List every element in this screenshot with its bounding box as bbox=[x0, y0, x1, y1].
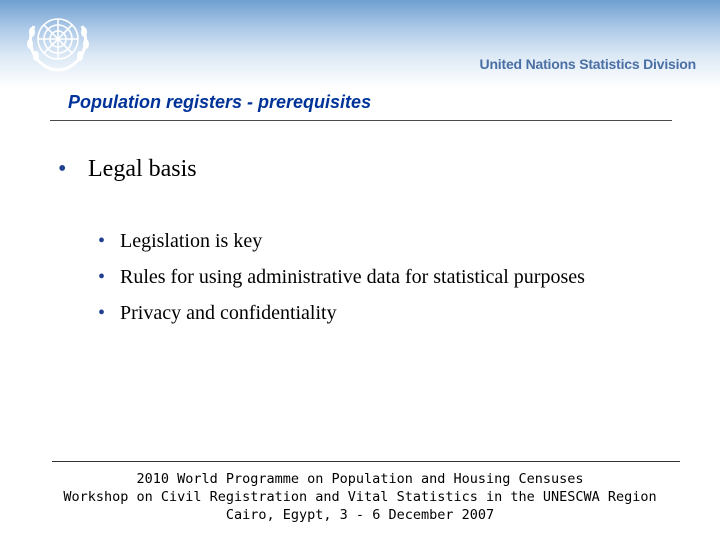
title-divider bbox=[50, 120, 672, 121]
footer-divider bbox=[52, 461, 680, 462]
list-item bbox=[98, 262, 618, 292]
footer-line-programme: 2010 World Programme on Population and Housing Censuses bbox=[136, 471, 584, 487]
bullet-icon: • bbox=[98, 266, 106, 288]
main-bullet bbox=[58, 153, 658, 185]
header-band bbox=[0, 0, 720, 88]
bullet-icon: • bbox=[98, 302, 106, 324]
bullet-icon: • bbox=[98, 230, 106, 252]
bullet-icon: • bbox=[58, 156, 67, 182]
list-item bbox=[98, 226, 618, 256]
footer bbox=[0, 470, 720, 524]
sub-bullet-list bbox=[98, 226, 618, 334]
footer-line-location: Cairo, Egypt, 3 - 6 December 2007 bbox=[225, 507, 495, 523]
list-item bbox=[98, 298, 618, 328]
organization-name: United Nations Statistics Division bbox=[479, 56, 696, 72]
main-bullet-text: Legal basis bbox=[88, 156, 197, 182]
footer-line-workshop: Workshop on Civil Registration and Vital Statistics in the UNESCWA Region bbox=[63, 489, 657, 505]
list-item-text: Rules for using administrative data for statistical purposes bbox=[120, 266, 585, 288]
un-emblem-icon bbox=[20, 6, 96, 76]
slide-title: Population registers - prerequisites bbox=[68, 92, 372, 112]
list-item-text: Privacy and confidentiality bbox=[120, 302, 337, 324]
list-item-text: Legislation is key bbox=[120, 230, 263, 252]
